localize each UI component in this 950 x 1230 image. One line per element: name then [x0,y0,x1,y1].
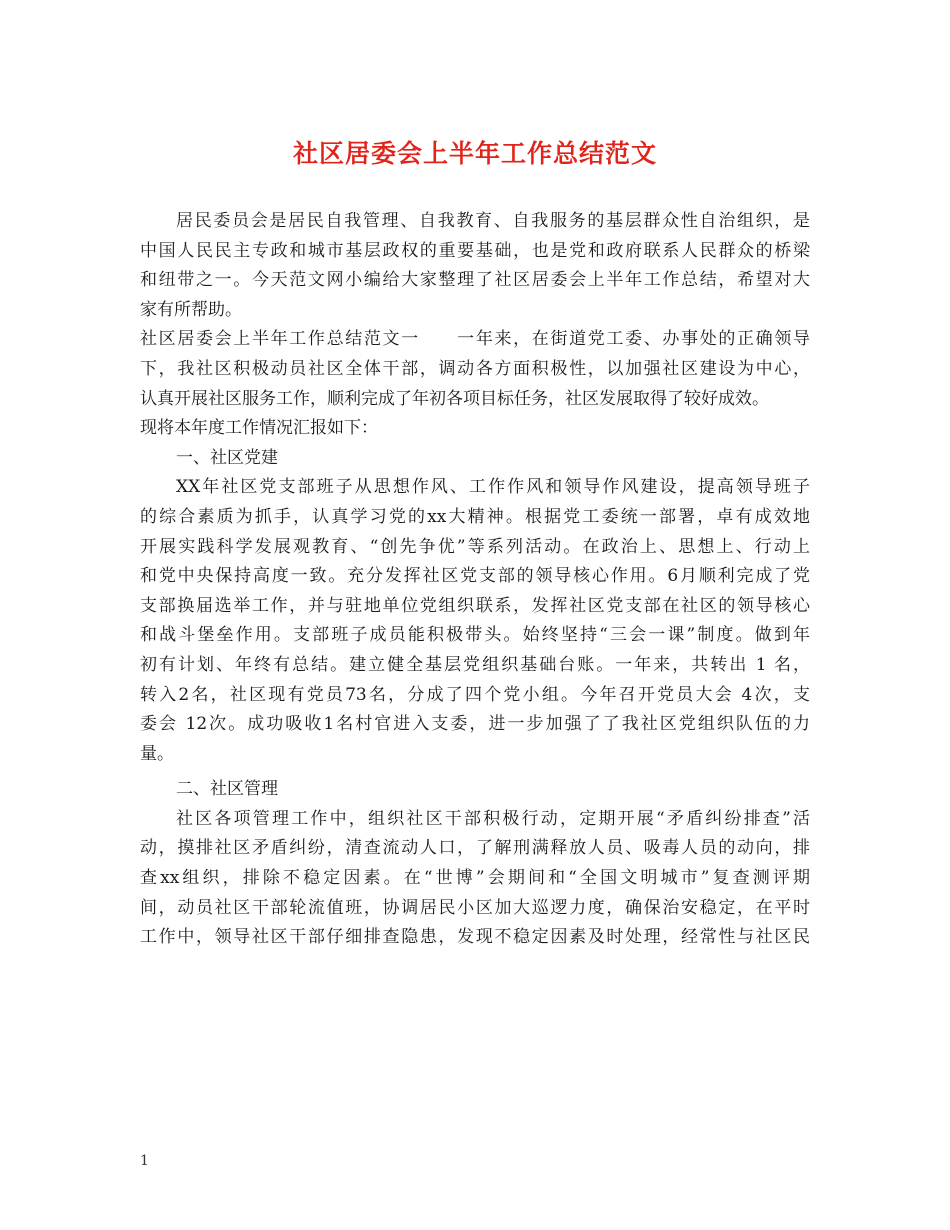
paragraph-line: 现将本年度工作情况汇报如下： [140,418,378,439]
paragraph-line: 居民委员会是居民自我管理、自我教育、自我服务的基层群众性自治组织，是 [176,211,810,231]
paragraph-line: 动，摸排社区矛盾纠纷，清查流动人口，了解刑满释放人员、吸毒人员的动向，排 [140,838,810,859]
document-title: 社区居委会上半年工作总结范文 [292,139,657,168]
paragraph-line: 的综合素质为抓手，认真学习党的xx大精神。根据党工委统一部署，卓有成效地 [140,506,810,527]
paragraph-line: 间，动员社区干部轮流值班，协调居民小区加大巡逻力度，确保治安稳定，在平时 [140,897,810,918]
document-body [140,207,810,953]
paragraph-line: 中国人民民主专政和城市基层政权的重要基础，也是党和政府联系人民群众的桥梁 [140,240,810,261]
paragraph-line: 初有计划、年终有总结。建立健全基层党组织基础台账。一年来，共转出 1 名， [140,654,810,675]
paragraph-line: 社区居委会上半年工作总结范文一 一年来，在街道党工委、办事处的正确领导 [140,329,810,350]
paragraph-line: 查xx组织，排除不稳定因素。在“世博”会期间和“全国文明城市”复查测评期 [140,868,810,889]
paragraph-line: 工作中，领导社区干部仔细排查隐患，发现不稳定因素及时处理，经常性与社区民 [140,927,810,948]
paragraph-line: 和党中央保持高度一致。充分发挥社区党支部的领导核心作用。6月顺利完成了党 [140,566,810,587]
section-heading: 二、社区管理 [176,779,278,800]
paragraph-line: 认真开展社区服务工作，顺利完成了年初各项目标任务，社区发展取得了较好成效。 [140,388,769,409]
paragraph-line: 量。 [140,743,174,764]
paragraph-line: 家有所帮助。 [140,299,242,320]
paragraph-line: 和战斗堡垒作用。支部班子成员能积极带头。始终坚持“三会一课”制度。做到年 [140,625,810,646]
paragraph-line: 支部换届选举工作，并与驻地单位党组织联系，发挥社区党支部在社区的领导核心 [140,595,810,616]
paragraph-line: 开展实践科学发展观教育、“创先争优”等系列活动。在政治上、思想上、行动上 [140,536,810,557]
page-number: 1 [140,1153,149,1169]
paragraph-line: XX年社区党支部班子从思想作风、工作作风和领导作风建设，提高领导班子 [176,477,810,498]
paragraph-line: 委会 12次。成功吸收1名村官进入支委，进一步加强了了我社区党组织队伍的力 [140,714,810,735]
section-heading: 一、社区党建 [176,447,278,468]
paragraph-line: 下，我社区积极动员社区全体干部，调动各方面积极性，以加强社区建设为中心， [140,358,810,379]
paragraph-line: 转入2名，社区现有党员73名，分成了四个党小组。今年召开党员大会 4次，支 [140,684,810,705]
paragraph-line: 社区各项管理工作中，组织社区干部积极行动，定期开展“矛盾纠纷排查”活 [176,808,810,829]
paragraph-line: 和纽带之一。今天范文网小编给大家整理了社区居委会上半年工作总结，希望对大 [140,270,810,291]
